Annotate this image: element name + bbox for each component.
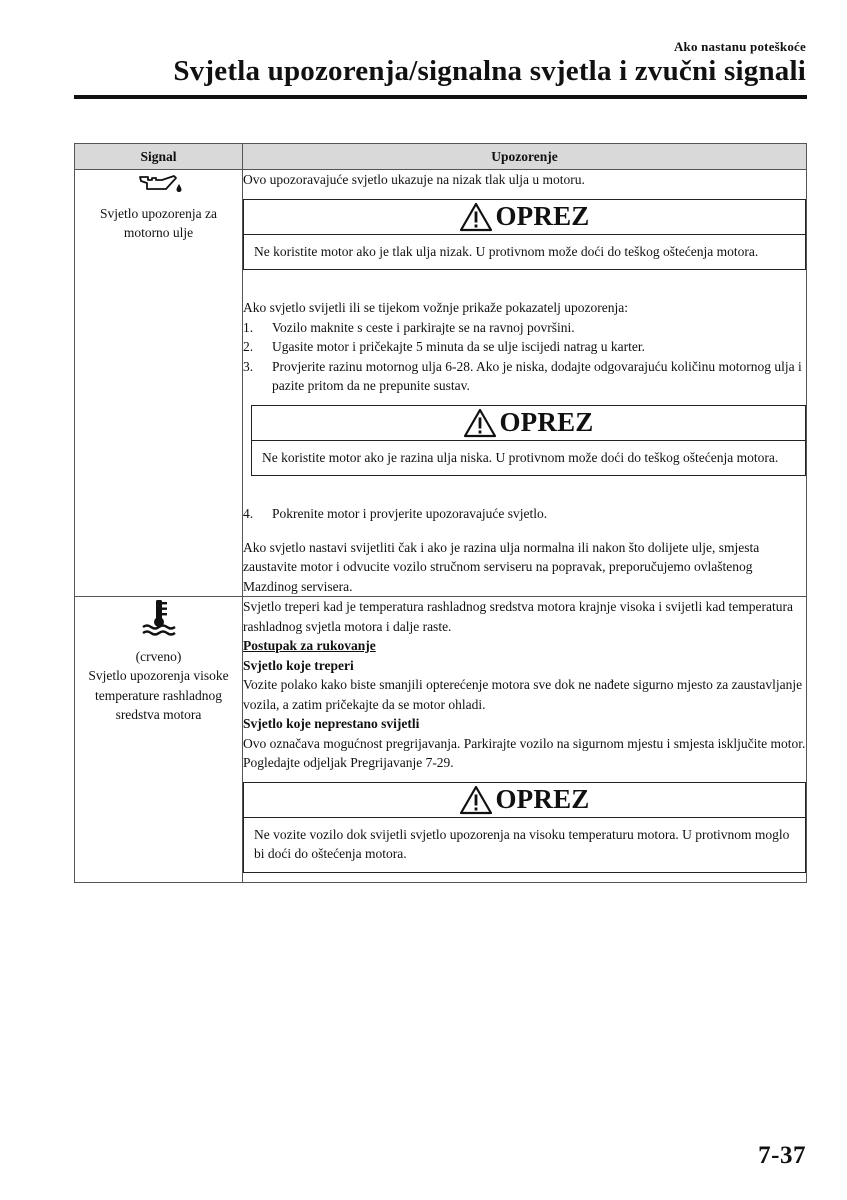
warning-triangle-icon [459, 785, 493, 815]
caution-text: Ne koristite motor ako je tlak ulja nizak. U protivnom može doći do teškog oštećenja motora. [254, 243, 759, 259]
page-number: 7-37 [758, 1142, 806, 1169]
steady-heading: Svjetlo koje neprestano svijetli [243, 716, 420, 731]
signal-label-oil: Svjetlo upozorenja za motorno ulje [100, 205, 217, 240]
oil-closing-text: Ako svjetlo nastavi svijetliti čak i ako je razina ulja normalna ili nakon što dolijete ulje, smjesta zaustavite motor i odvucite vozilo stručnom serviseru na popravak, preporučujemo ovlaštenog Mazdinog servisera. [243, 539, 760, 594]
coolant-temperature-icon [75, 597, 242, 643]
page-title: Svjetla upozorenja/signalna svjetla i zvučni signali [173, 55, 806, 87]
signal-cell-coolant [75, 597, 243, 883]
list-item: 4. Pokrenite motor i provjerite upozoravajuće svjetlo. [243, 506, 548, 521]
flashing-text: Vozite polako kako biste smanjili opterećenje motora sve dok ne nađete sigurno mjesto za zaustavljanje vozila, a zatim pričekajte da se motor ohladi. [243, 677, 803, 712]
column-header-signal: Signal [75, 144, 243, 170]
section-label: Ako nastanu poteškoće [673, 39, 806, 54]
caution-text: Ne vozite vozilo dok svijetli svjetlo upozorenja na visoku temperaturu motora. U protivnom moglo bi doći do oštećenja motora. [254, 826, 790, 861]
caution-heading [244, 200, 805, 235]
caution-text: Ne koristite motor ako je razina ulja niska. U protivnom može doći do teškog oštećenja motora. [262, 449, 779, 465]
warning-signals-table [74, 143, 807, 883]
title-rule [74, 95, 807, 99]
table-row [75, 170, 807, 597]
caution-heading-text: OPREZ [499, 406, 594, 437]
caution-heading [252, 406, 805, 441]
warning-triangle-icon [463, 408, 497, 438]
steady-text: Ovo označava mogućnost pregrijavanja. Parkirajte vozilo na sigurnom mjestu i smjesta isključite motor. [243, 735, 806, 751]
steps-list [243, 318, 806, 396]
warning-cell-oil [243, 170, 807, 597]
signal-label-coolant: Svjetlo upozorenja visoke temperature rashladnog sredstva motora [88, 668, 229, 722]
caution-box [243, 782, 806, 873]
list-item: 1. Vozilo maknite s ceste i parkirajte se na ravnoj površini. [243, 319, 575, 335]
procedure-heading: Postupak za rukovanje [243, 638, 376, 653]
steps-list-continued [243, 504, 806, 524]
caution-box [243, 199, 806, 271]
signal-color-label: (crveno) [135, 648, 182, 664]
list-item: 3. Provjerite razinu motornog ulja 6-28. Ako je niska, dodajte odgovarajuću količinu motornog ulja i pazite pritom da ne prepunite sustav. [243, 358, 802, 393]
warning-cell-coolant [243, 597, 807, 883]
steps-intro-text: Ako svjetlo svijetli ili se tijekom vožnje prikaže pokazatelj upozorenja: [243, 300, 629, 315]
column-header-warning: Upozorenje [243, 144, 807, 170]
table-row [75, 597, 807, 883]
reference-text: Pogledajte odjeljak Pregrijavanje 7-29. [243, 755, 454, 770]
caution-heading [244, 783, 805, 818]
warning-triangle-icon [459, 202, 493, 232]
oil-intro-text: Ovo upozoravajuće svjetlo ukazuje na nizak tlak ulja u motoru. [243, 172, 585, 187]
caution-heading-text: OPREZ [495, 783, 590, 814]
table-header-row [75, 144, 807, 170]
signal-cell-oil [75, 170, 243, 597]
list-item: 2. Ugasite motor i pričekajte 5 minuta da se ulje iscijedi natrag u karter. [243, 339, 646, 354]
coolant-intro-text: Svjetlo treperi kad je temperatura rashladnog sredstva motora krajnje visoka i svijetli kad temperatura rashladnog svjetla motora i dalje raste. [243, 599, 793, 634]
caution-heading-text: OPREZ [495, 200, 590, 231]
oil-can-icon [75, 170, 242, 200]
flashing-heading: Svjetlo koje treperi [243, 657, 354, 673]
caution-box [251, 405, 806, 477]
